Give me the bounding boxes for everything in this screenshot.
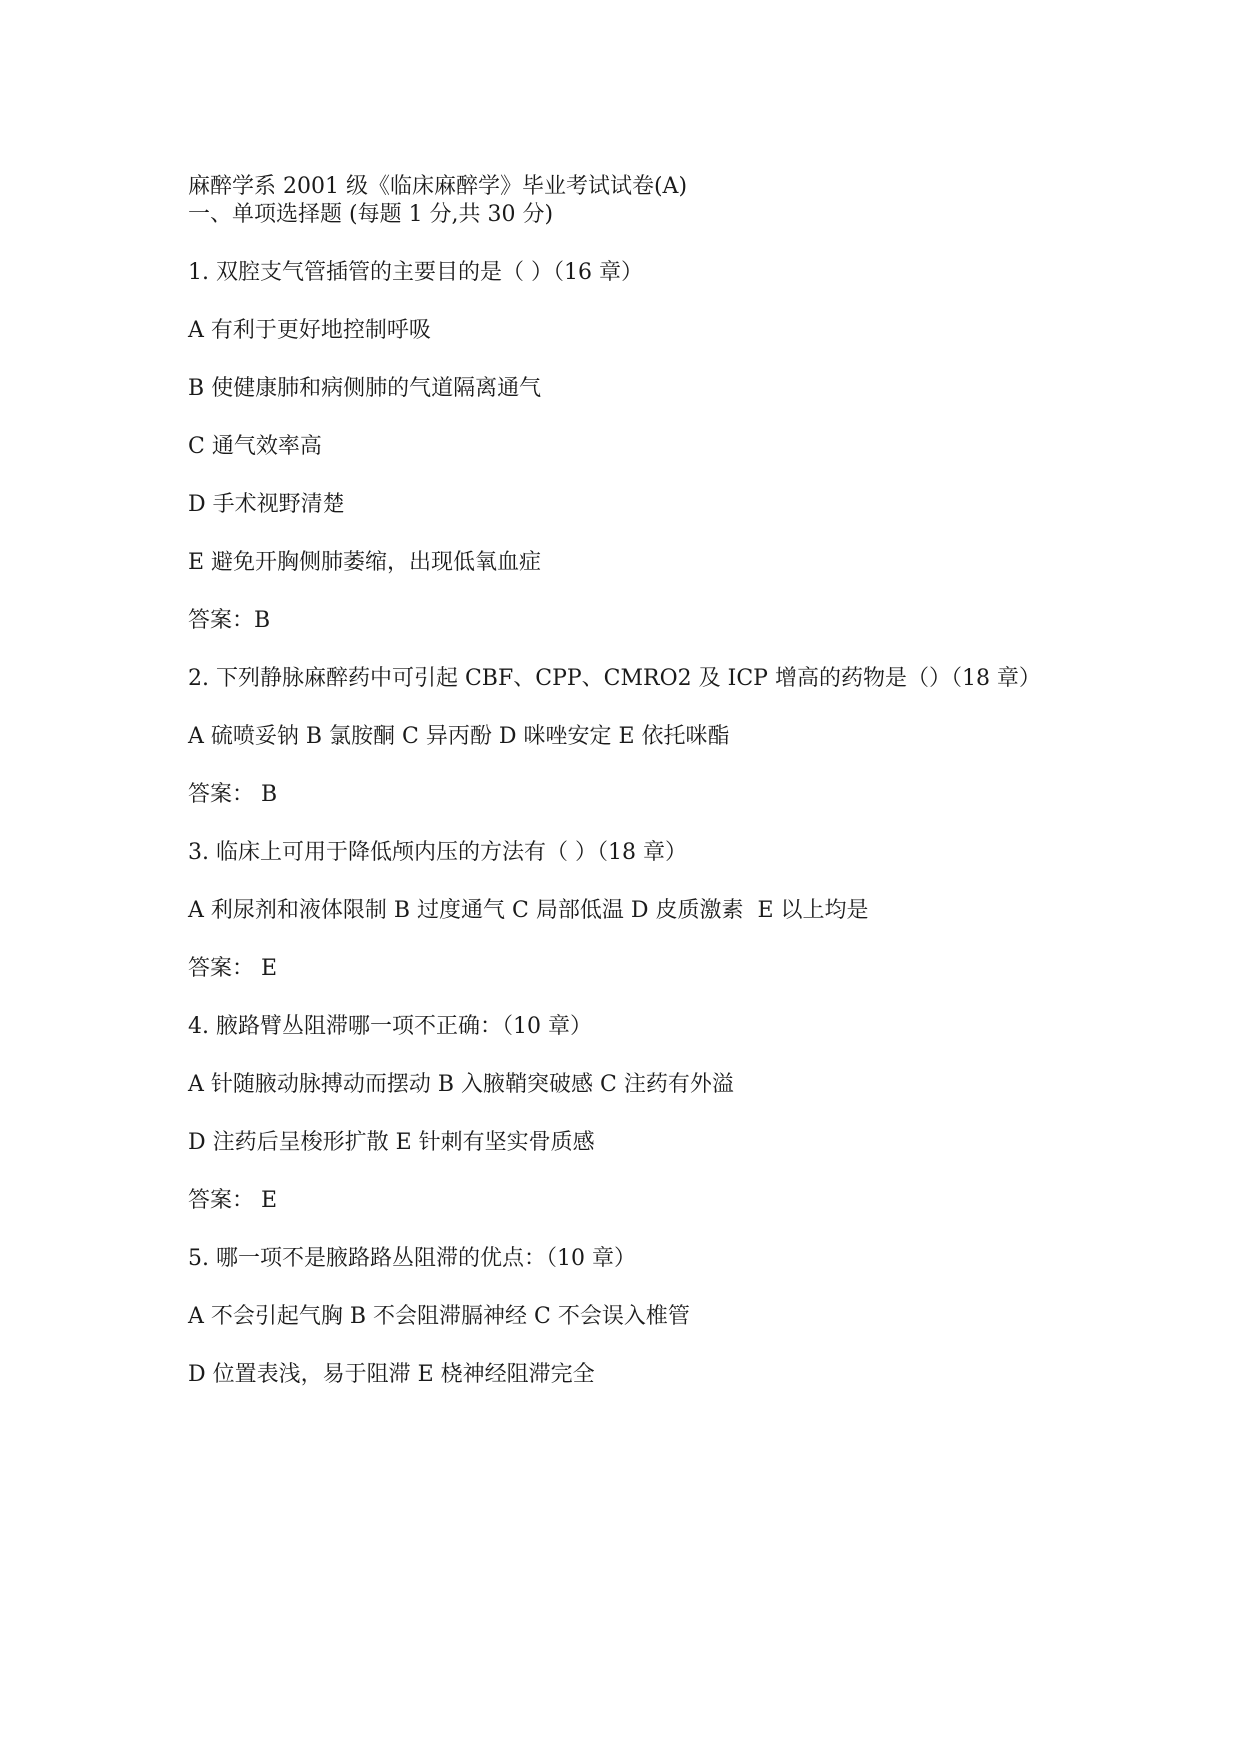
question-1-option-e: E 避免开胸侧肺萎缩，出现低氧血症 — [188, 550, 542, 575]
question-1-option-a: A 有利于更好地控制呼吸 — [188, 318, 431, 343]
question-5-options-line-2: D 位置表浅，易于阻滞 E 桡神经阻滞完全 — [188, 1362, 595, 1387]
question-1-stem: 1. 双腔支气管插管的主要目的是（ ）（16 章） — [188, 260, 643, 285]
question-1-option-c: C 通气效率高 — [188, 434, 322, 459]
exam-title: 麻醉学系 2001 级《临床麻醉学》毕业考试试卷(A) — [188, 174, 688, 199]
question-1-option-d: D 手术视野清楚 — [188, 492, 345, 517]
question-5-options-line-1: A 不会引起气胸 B 不会阻滞膈神经 C 不会误入椎管 — [188, 1304, 690, 1329]
question-1-option-b: B 使健康肺和病侧肺的气道隔离通气 — [188, 376, 542, 401]
question-2-options: A 硫喷妥钠 B 氯胺酮 C 异丙酚 D 咪唑安定 E 依托咪酯 — [188, 724, 730, 749]
question-4-stem: 4. 腋路臂丛阻滞哪一项不正确：（10 章） — [188, 1014, 592, 1039]
question-3-answer: 答案： E — [188, 956, 278, 981]
question-2-stem: 2. 下列静脉麻醉药中可引起 CBF、CPP、CMRO2 及 ICP 增高的药物是（）（18 章） — [188, 666, 1041, 691]
question-3-stem: 3. 临床上可用于降低颅内压的方法有（ ）（18 章） — [188, 840, 687, 865]
question-4-options-line-1: A 针随腋动脉搏动而摆动 B 入腋鞘突破感 C 注药有外溢 — [188, 1072, 734, 1097]
question-4-answer: 答案： E — [188, 1188, 278, 1213]
question-1-answer: 答案：B — [188, 608, 271, 633]
question-3-options: A 利尿剂和液体限制 B 过度通气 C 局部低温 D 皮质激素 E 以上均是 — [188, 898, 869, 923]
question-4-options-line-2: D 注药后呈梭形扩散 E 针刺有坚实骨质感 — [188, 1130, 595, 1155]
question-5-stem: 5. 哪一项不是腋路路丛阻滞的优点：（10 章） — [188, 1246, 636, 1271]
exam-document — [188, 172, 1088, 1387]
section-heading: 一、单项选择题 (每题 1 分,共 30 分) — [188, 202, 554, 227]
question-2-answer: 答案： B — [188, 782, 278, 807]
